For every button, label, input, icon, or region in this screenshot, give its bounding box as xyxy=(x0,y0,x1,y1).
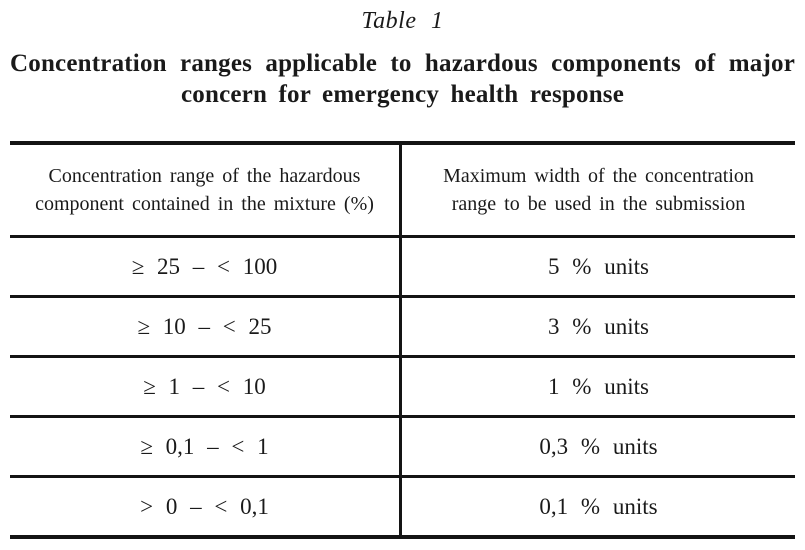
header-cell-maximum-width-line-1: Maximum width of the concentration xyxy=(443,165,754,187)
header-cell-concentration-range-line-1: Concentration range of the hazardous xyxy=(48,165,361,187)
width-cell: 3 % units xyxy=(548,313,649,339)
range-cell: ≥ 1 – < 10 xyxy=(10,358,402,415)
table-title-line-2: concern for emergency health response xyxy=(180,81,625,108)
table-row xyxy=(10,475,795,535)
table-caption: Table 1 xyxy=(361,8,444,34)
header-cell-maximum-width xyxy=(402,145,795,235)
width-cell: 1 % units xyxy=(548,373,649,399)
header-cell-concentration-range xyxy=(10,145,402,235)
range-cell: ≥ 0,1 – < 1 xyxy=(10,418,402,475)
header-cell-maximum-width-line-2: range to be used in the submission xyxy=(451,193,746,215)
width-cell: 0,3 % units xyxy=(539,433,658,459)
range-cell: ≥ 10 – < 25 xyxy=(10,298,402,355)
table-row xyxy=(10,295,795,355)
table-row xyxy=(10,415,795,475)
width-cell: 5 % units xyxy=(548,253,649,279)
concentration-ranges-table xyxy=(10,141,795,539)
header-cell-concentration-range-line-2: component contained in the mixture (%) xyxy=(35,193,374,215)
range-cell: ≥ 25 – < 100 xyxy=(10,238,402,295)
table-title xyxy=(10,48,795,110)
table-title-line-1: Concentration ranges applicable to hazardous components of major xyxy=(10,50,795,77)
width-cell: 0,1 % units xyxy=(539,493,658,519)
table-header-row xyxy=(10,145,795,235)
range-cell: > 0 – < 0,1 xyxy=(10,478,402,535)
table-row xyxy=(10,235,795,295)
table-row xyxy=(10,355,795,415)
